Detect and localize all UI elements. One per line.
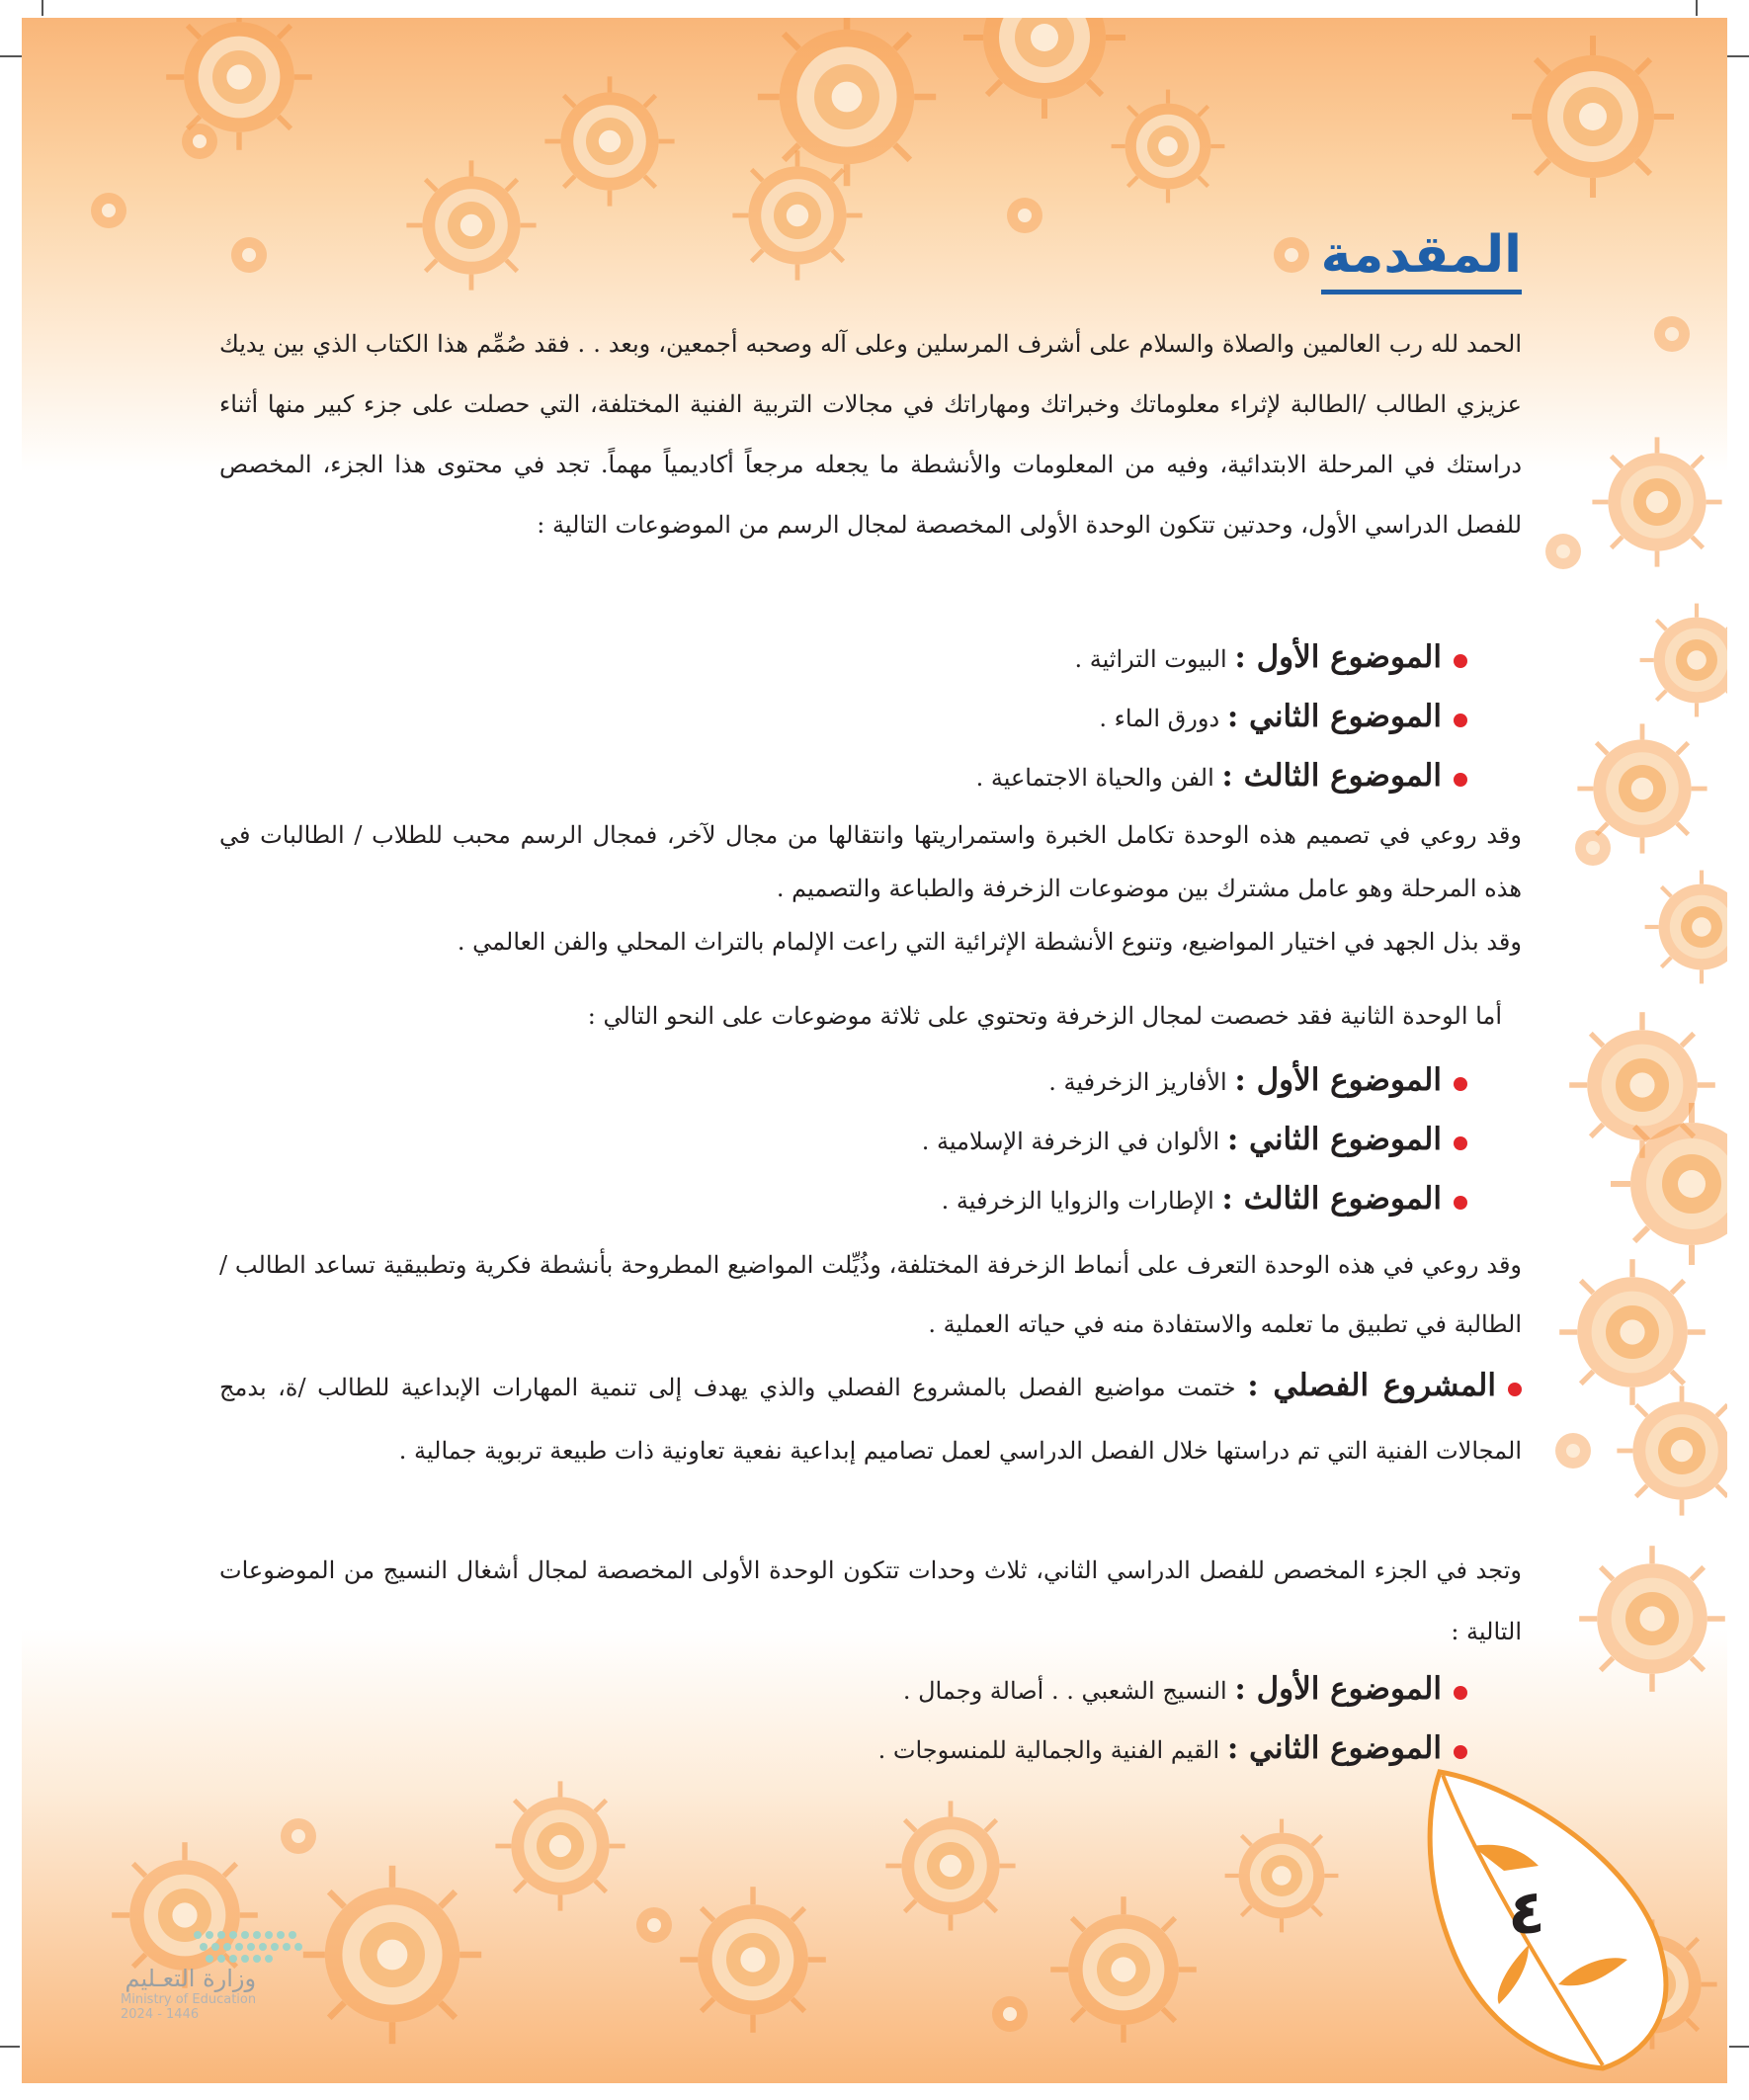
bullet-icon [1454, 654, 1467, 668]
term2-topic-2: الموضوع الثاني : القيم الفنية والجمالية للمنسوجات . [878, 1720, 1467, 1779]
bullet-icon [1454, 714, 1467, 727]
crop-mark [0, 2046, 20, 2048]
term-project-label: المشروع الفصلي : [1247, 1368, 1496, 1403]
unit1-topic-3: الموضوع الثالث : الفن والحياة الاجتماعية . [976, 747, 1467, 806]
bullet-icon [1454, 1077, 1467, 1091]
bullet-icon [1454, 1136, 1467, 1150]
effort-paragraph: وقد بذل الجهد في اختيار المواضيع، وتنوع الأنشطة الإثرائية التي راعت الإلمام بالتراث المحلي والفن العالمي . [457, 928, 1522, 956]
unit1-topic-2: الموضوع الثاني : دورق الماء . [1099, 688, 1467, 747]
unit2-topic-3: الموضوع الثالث : الإطارات والزوايا الزخرفية . [942, 1170, 1467, 1229]
crop-mark [1729, 2046, 1749, 2048]
term2-topic-1: الموضوع الأول : النسيج الشعبي . . أصالة وجمال . [903, 1660, 1467, 1720]
ministry-logo [121, 1925, 256, 2022]
edition-year: 2024 - 1446 [121, 2007, 200, 2022]
crop-mark [42, 0, 43, 16]
term-project-paragraph: المشروع الفصلي : ختمت مواضيع الفصل بالمشروع الفصلي والذي يهدف إلى تنمية المهارات الإبداعية للطالب /ة، بدمج المجالات الفنية التي تم دراستها خلال الفصل الدراسي لعمل تصاميم إبداعية نفعية تعاونية ذات طبيعة تربوية جمالية . [219, 1368, 1522, 1465]
bullet-icon [1454, 1196, 1467, 1210]
intro-paragraph: الحمد لله رب العالمين والصلاة والسلام على أشرف المرسلين وعلى آله وصحبه أجمعين، وبعد . . فقد صُمِّم هذا الكتاب الذي بين يديك عزيزي الطالب /الطالبة لإثراء معلوماتك وخبراتك ومهاراتك في مجالات التربية الفنية المختلفة، التي حصلت على جزء كبير منها أثناء دراستك في المرحلة الابتدائية، وفيه من المعلومات والأنشطة ما يجعله مرجعاً أكاديمياً مهماً. تجد في محتوى هذا الجزء، المخصص للفصل الدراسي الأول، وحدتين تتكون الوحدة الأولى المخصصة لمجال الرسم من الموضوعات التالية : [219, 330, 1523, 539]
unit2-design-paragraph: وقد روعي في هذه الوحدة التعرف على أنماط الزخرفة المختلفة، وذُيِّلت المواضيع المطروحة بأنشطة فكرية وتطبيقية تساعد الطالب /الطالبة في تطبيق ما تعلمه والاستفادة منه في حياته العملية . [219, 1251, 1522, 1338]
bullet-icon [1454, 1686, 1467, 1700]
book-page [22, 18, 1727, 2083]
crop-mark [1696, 0, 1698, 16]
unit2-topic-2: الموضوع الثاني : الألوان في الزخرفة الإسلامية . [922, 1111, 1467, 1170]
page-number: ٤ [1508, 1876, 1545, 1948]
ministry-name-arabic: وزارة التعـليم [125, 1965, 257, 1992]
unit2-topic-1: الموضوع الأول : الأفاريز الزخرفية . [1048, 1051, 1467, 1111]
bullet-icon [1508, 1383, 1522, 1396]
term2-intro-paragraph: وتجد في الجزء المخصص للفصل الدراسي الثاني، ثلاث وحدات تتكون الوحدة الأولى المخصصة لمجال أشغال النسيج من الموضوعات التالية : [219, 1556, 1522, 1645]
unit2-intro-paragraph: أما الوحدة الثانية فقد خصصت لمجال الزخرفة وتحتوي على ثلاثة موضوعات على النحو التالي : [587, 1002, 1502, 1030]
bullet-icon [1454, 1745, 1467, 1759]
unit1-design-paragraph: وقد روعي في تصميم هذه الوحدة تكامل الخبرة واستمراريتها وانتقالها من مجال لآخر، فمجال الرسم محبب للطلاب / الطالبات في هذه المرحلة وهو عامل مشترك بين موضوعات الزخرفة والطباعة والتصميم . [219, 821, 1522, 902]
ministry-name-english: Ministry of Education [121, 1992, 257, 2007]
page-title: المقدمة [1321, 220, 1522, 294]
bullet-icon [1454, 773, 1467, 787]
unit1-topic-1: الموضوع الأول : البيوت التراثية . [1074, 629, 1467, 688]
